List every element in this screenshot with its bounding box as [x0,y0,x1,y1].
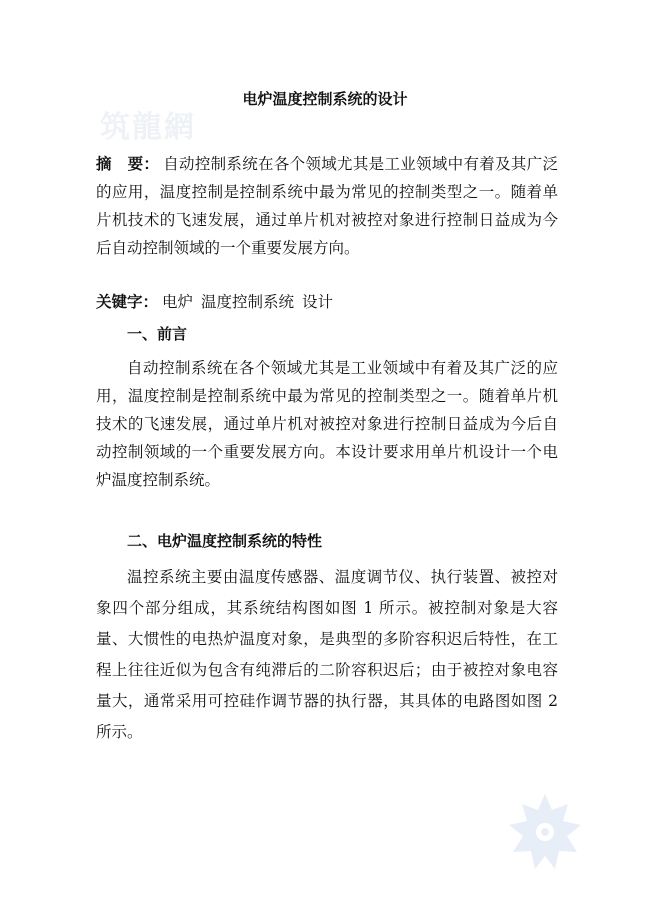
keyword-item: 温度控制系统 [201,293,295,311]
abstract-paragraph [96,150,558,262]
snowflake-icon [505,792,585,872]
keywords-label: 关键字： [96,293,159,311]
abstract-text: 自动控制系统在各个领域尤其是工业领域中有着及其广泛的应用，温度控制是控制系统中最为常见的控制类型之一。随着单片机技术的飞速发展，通过单片机对被控对象进行控制日益成为今后自动控制领域的一个重要发展方向。 [96,155,558,257]
section-paragraph-characteristics: 温控系统主要由温度传感器、温度调节仪、执行装置、被控对象四个部分组成，其系统结构图如图 1 所示。被控制对象是大容量、大惯性的电热炉温度对象，是典型的多阶容积迟后特性，在工程上往往近似为包含有纯滞后的二阶容积迟后；由于被控对象电容量大，通常采用可控硅作调节器的执行器，其具体的电路图如图 2 所示。 [96,568,558,741]
abstract-label: 摘 要： [96,155,160,173]
watermark-text: 筑龍網 [100,110,196,145]
keyword-item: 设计 [302,293,334,311]
section-heading-preface: 一、前言 [127,325,188,343]
section-heading-characteristics: 二、电炉温度控制系统的特性 [127,532,323,550]
keywords-line [96,288,341,316]
document-title: 电炉温度控制系统的设计 [242,90,408,108]
keyword-item: 电炉 [162,293,194,311]
section-paragraph-preface: 自动控制系统在各个领域尤其是工业领域中有着及其广泛的应用，温度控制是控制系统中最为常见的控制类型之一。随着单片机技术的飞速发展，通过单片机对被控对象进行控制日益成为今后自动控制领域的一个重要发展方向。本设计要求用单片机设计一个电炉温度控制系统。 [96,359,558,489]
